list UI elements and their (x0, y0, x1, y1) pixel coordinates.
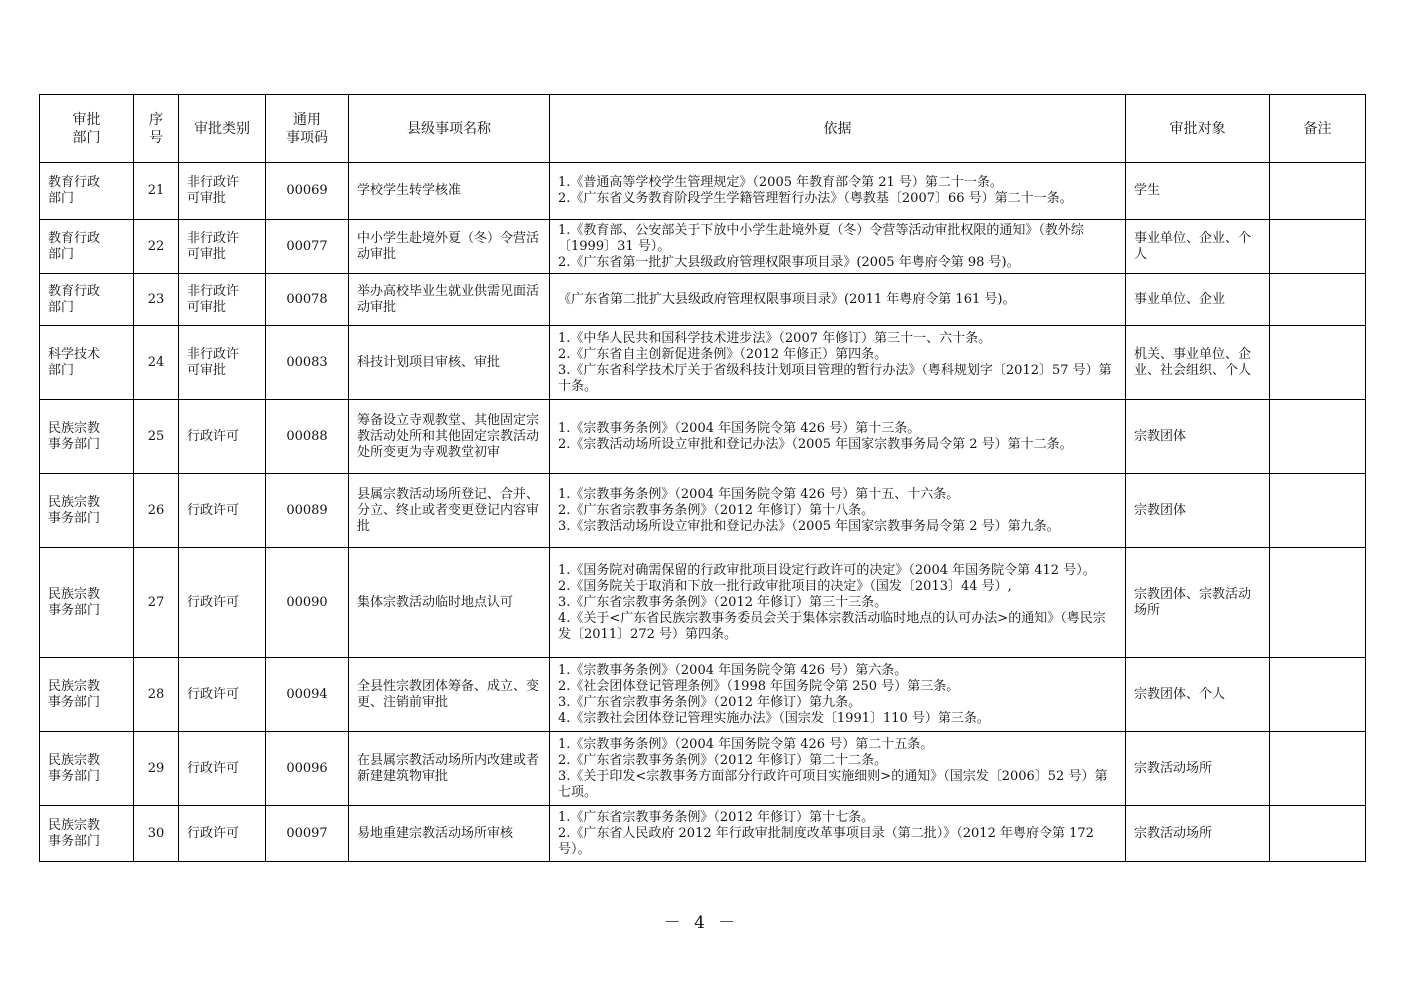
basis-line: 4.《宗教社会团体登记管理实施办法》（国宗发〔1991〕110 号）第三条。 (558, 710, 990, 726)
cell-category: 行政许可 (179, 806, 266, 862)
cell-remark (1270, 274, 1366, 326)
cell-dept: 民族宗教 事务部门 (40, 548, 134, 658)
cell-target: 宗教活动场所 (1126, 732, 1270, 806)
basis-line: 1.《宗教事务条例》（2004 年国务院令第 426 号）第二十五条。 (558, 736, 934, 752)
cell-remark (1270, 220, 1366, 274)
cell-basis (550, 806, 1126, 862)
basis-line: 1.《中华人民共和国科学技术进步法》（2007 年修订）第三十一、六十条。 (558, 330, 992, 346)
basis-line: 1.《宗教事务条例》（2004 年国务院令第 426 号）第十三条。 (558, 420, 921, 436)
cell-basis (550, 400, 1126, 474)
cell-remark (1270, 400, 1366, 474)
cell-dept: 教育行政 部门 (40, 220, 134, 274)
cell-basis (550, 220, 1126, 274)
cell-target: 宗教团体、个人 (1126, 658, 1270, 732)
cell-code: 00090 (266, 548, 349, 658)
cell-seq: 22 (134, 220, 179, 274)
header-dept: 审批 部门 (40, 95, 134, 163)
cell-seq: 28 (134, 658, 179, 732)
cell-name: 全县性宗教团体筹备、成立、变更、注销前审批 (349, 658, 550, 732)
basis-line: 3.《广东省宗教事务条例》（2012 年修订）第三十三条。 (558, 594, 888, 610)
basis-line: 2.《宗教活动场所设立审批和登记办法》（2005 年国家宗教事务局令第 2 号）第十二条。 (558, 436, 1073, 452)
cell-remark (1270, 732, 1366, 806)
cell-remark (1270, 658, 1366, 732)
cell-target: 机关、事业单位、企业、社会组织、个人 (1126, 326, 1270, 400)
basis-line: 1.《宗教事务条例》（2004 年国务院令第 426 号）第六条。 (558, 662, 908, 678)
cell-basis (550, 326, 1126, 400)
table-row (40, 274, 1366, 326)
cell-target: 学生 (1126, 163, 1270, 220)
basis-line: 《广东省第二批扩大县级政府管理权限事项目录》(2011 年粤府令第 161 号)。 (558, 291, 1016, 307)
basis-line: 1.《普通高等学校学生管理规定》（2005 年教育部令第 21 号）第二十一条。 (558, 175, 1003, 190)
cell-name: 筹备设立寺观教堂、其他固定宗教活动处所和其他固定宗教活动处所变更为寺观教堂初审 (349, 400, 550, 474)
page-number: － 4 － (663, 913, 740, 933)
cell-code: 00069 (266, 163, 349, 220)
cell-category: 非行政许 可审批 (179, 220, 266, 274)
cell-name: 在县属宗教活动场所内改建或者新建建筑物审批 (349, 732, 550, 806)
cell-dept: 民族宗教 事务部门 (40, 658, 134, 732)
cell-category: 行政许可 (179, 400, 266, 474)
cell-name: 县属宗教活动场所登记、合并、分立、终止或者变更登记内容审批 (349, 474, 550, 548)
cell-seq: 30 (134, 806, 179, 862)
cell-code: 00077 (266, 220, 349, 274)
table-row (40, 658, 1366, 732)
cell-code: 00088 (266, 400, 349, 474)
cell-dept: 民族宗教 事务部门 (40, 806, 134, 862)
cell-target: 宗教团体 (1126, 474, 1270, 548)
header-name: 县级事项名称 (349, 95, 550, 163)
cell-dept: 教育行政 部门 (40, 163, 134, 220)
cell-remark (1270, 806, 1366, 862)
cell-target: 事业单位、企业、个人 (1126, 220, 1270, 274)
cell-name: 易地重建宗教活动场所审核 (349, 806, 550, 862)
cell-name: 举办高校毕业生就业供需见面活动审批 (349, 274, 550, 326)
table-body (40, 163, 1366, 862)
basis-line: 2.《社会团体登记管理条例》（1998 年国务院令第 250 号）第三条。 (558, 678, 960, 694)
basis-line: 2.《广东省义务教育阶段学生学籍管理暂行办法》（粤教基〔2007〕66 号）第二十一条。 (558, 191, 1073, 206)
basis-line: 2.《国务院关于取消和下放一批行政审批项目的决定》（国发〔2013〕44 号）, (558, 578, 1012, 594)
cell-category: 行政许可 (179, 732, 266, 806)
cell-seq: 26 (134, 474, 179, 548)
cell-remark (1270, 548, 1366, 658)
cell-name: 集体宗教活动临时地点认可 (349, 548, 550, 658)
cell-category: 非行政许 可审批 (179, 274, 266, 326)
cell-dept: 教育行政 部门 (40, 274, 134, 326)
cell-basis (550, 274, 1126, 326)
approval-items-table (39, 94, 1366, 862)
cell-seq: 27 (134, 548, 179, 658)
basis-line: 2.《广东省宗教事务条例》（2012 年修订）第十八条。 (558, 502, 875, 518)
cell-category: 行政许可 (179, 474, 266, 548)
cell-dept: 科学技术 部门 (40, 326, 134, 400)
cell-remark (1270, 474, 1366, 548)
cell-category: 行政许可 (179, 548, 266, 658)
cell-seq: 24 (134, 326, 179, 400)
cell-category: 非行政许 可审批 (179, 163, 266, 220)
cell-category: 非行政许 可审批 (179, 326, 266, 400)
header-basis: 依据 (550, 95, 1126, 163)
cell-code: 00089 (266, 474, 349, 548)
cell-name: 学校学生转学核准 (349, 163, 550, 220)
table-row (40, 400, 1366, 474)
cell-basis (550, 163, 1126, 220)
cell-remark (1270, 326, 1366, 400)
basis-line: 3.《广东省宗教事务条例》（2012 年修订）第九条。 (558, 694, 862, 710)
basis-line: 1.《广东省宗教事务条例》（2012 年修订）第十七条。 (558, 809, 875, 825)
header-seq: 序 号 (134, 95, 179, 163)
cell-dept: 民族宗教 事务部门 (40, 474, 134, 548)
cell-dept: 民族宗教 事务部门 (40, 400, 134, 474)
header-remark: 备注 (1270, 95, 1366, 163)
table-row (40, 806, 1366, 862)
cell-code: 00083 (266, 326, 349, 400)
basis-line: 2.《广东省自主创新促进条例》（2012 年修正）第四条。 (558, 346, 888, 362)
cell-code: 00078 (266, 274, 349, 326)
table-header-row (40, 95, 1366, 163)
cell-category: 行政许可 (179, 658, 266, 732)
basis-line: 2.《广东省人民政府 2012 年行政审批制度改革事项目录（第二批）》（2012 年粤府令第 172 号）。 (558, 825, 1094, 857)
cell-target: 宗教活动场所 (1126, 806, 1270, 862)
cell-code: 00094 (266, 658, 349, 732)
cell-seq: 23 (134, 274, 179, 326)
header-category: 审批类别 (179, 95, 266, 163)
cell-basis (550, 732, 1126, 806)
cell-dept: 民族宗教 事务部门 (40, 732, 134, 806)
basis-line: 3.《广东省科学技术厅关于省级科技计划项目管理的暂行办法》（粤科规划字〔2012〕57 号）第十条。 (558, 362, 1112, 394)
cell-code: 00097 (266, 806, 349, 862)
cell-basis (550, 474, 1126, 548)
cell-seq: 29 (134, 732, 179, 806)
cell-seq: 21 (134, 163, 179, 220)
basis-line: 3.《关于印发<宗教事务方面部分行政许可项目实施细则>的通知》（国宗发〔2006〕52 号）第七项。 (558, 768, 1108, 800)
table-row (40, 163, 1366, 220)
cell-name: 科技计划项目审核、审批 (349, 326, 550, 400)
cell-code: 00096 (266, 732, 349, 806)
cell-basis (550, 658, 1126, 732)
table-row (40, 474, 1366, 548)
table-row (40, 220, 1366, 274)
cell-remark (1270, 163, 1366, 220)
basis-line: 2.《广东省宗教事务条例》（2012 年修订）第二十二条。 (558, 752, 888, 768)
basis-line: 1.《宗教事务条例》（2004 年国务院令第 426 号）第十五、十六条。 (558, 486, 960, 502)
cell-target: 宗教团体 (1126, 400, 1270, 474)
cell-target: 宗教团体、宗教活动场所 (1126, 548, 1270, 658)
basis-line: 1.《国务院对确需保留的行政审批项目设定行政许可的决定》（2004 年国务院令第 412 号）。 (558, 562, 1096, 578)
header-code: 通用 事项码 (266, 95, 349, 163)
basis-line: 4.《关于<广东省民族宗教事务委员会关于集体宗教活动临时地点的认可办法>的通知》（粤民宗发〔2011〕272 号）第四条。 (558, 610, 1106, 642)
header-target: 审批对象 (1126, 95, 1270, 163)
basis-line: 3.《宗教活动场所设立审批和登记办法》（2005 年国家宗教事务局令第 2 号）第九条。 (558, 518, 1060, 534)
table-row (40, 732, 1366, 806)
basis-line: 1.《教育部、公安部关于下放中小学生赴境外夏（冬）令营等活动审批权限的通知》（教外综〔1999〕31 号）。 (558, 222, 1084, 254)
cell-target: 事业单位、企业 (1126, 274, 1270, 326)
cell-name: 中小学生赴境外夏（冬）令营活动审批 (349, 220, 550, 274)
table-row (40, 548, 1366, 658)
basis-line: 2.《广东省第一批扩大县级政府管理权限事项目录》(2005 年粤府令第 98 号)。 (558, 254, 1020, 270)
cell-basis (550, 548, 1126, 658)
table-row (40, 326, 1366, 400)
cell-seq: 25 (134, 400, 179, 474)
